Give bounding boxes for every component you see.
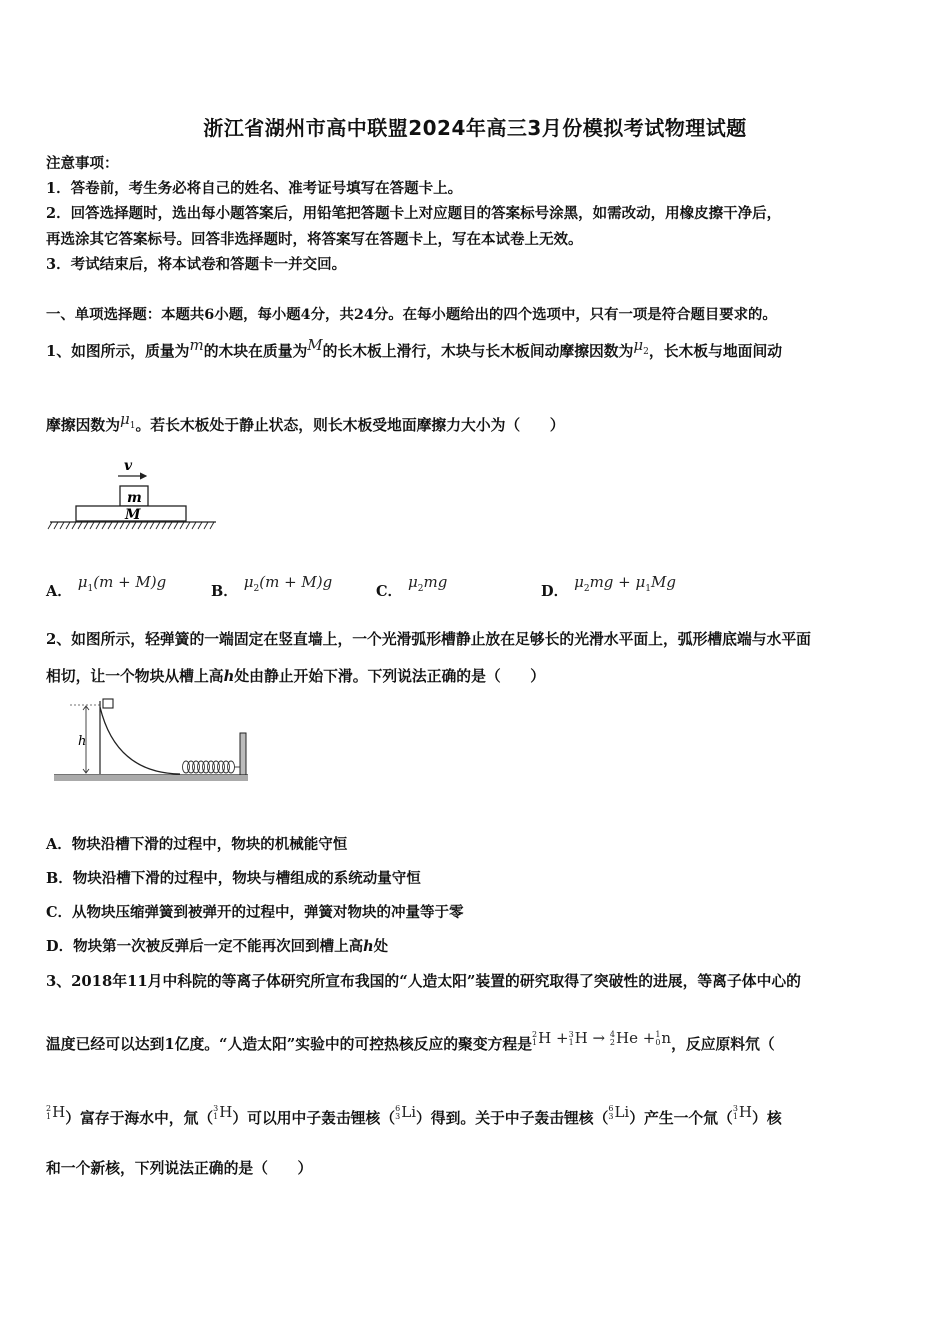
q3-line2: 温度已经可以达到1亿度。“人造太阳”实验中的可控热核反应的聚变方程是2 1H +3 1H → 4 2He +1 0n，反应原料氘（ [46,1029,775,1053]
q2-line1: 2、如图所示，轻弹簧的一端固定在竖直墙上，一个光滑弧形槽静止放在足够长的光滑水平面上，弧形槽底端与水平面 [46,631,811,648]
q2-option-d[interactable]: D．物块第一次被反弹后一定不能再次回到槽上高h处 [46,938,389,955]
q3-line3: 2 1H）富存于海水中，氚（3 1H）可以用中子轰击锂核（6 3Li）得到。关于中子轰击锂核（6 3Li）产生一个氚（3 1H）核 [46,1103,782,1127]
q1-text: 的木块在质量为 [203,343,308,360]
arc-groove [100,707,180,774]
q1-figure [46,455,221,535]
notice-item-3: 3．考试结束后，将本试卷和答题卡一并交回。 [46,256,347,273]
q1-var-mu2: $\mu_2$ [633,336,649,357]
q2-option-c[interactable]: C．从物块压缩弹簧到被弹开的过程中，弹簧对物块的冲量等于零 [46,904,464,921]
isotope-tritium: 3 1H [213,1103,233,1121]
q1-option-b[interactable]: B．$\mu_2(m + M)g$ [211,573,333,600]
q1-option-c[interactable]: C．$\mu_2mg$ [376,573,448,600]
vertical-wall [240,733,246,775]
section-heading: 一、单项选择题：本题共6小题，每小题4分，共24分。在每小题给出的四个选项中，只有一项是符合题目要求的。 [46,306,777,323]
q3-line1: 3、2018年11月中科院的等离子体研究所宣布我国的“人造太阳”装置的研究取得了突破性的进展，等离子体中心的 [46,973,801,990]
notice-heading: 注意事项： [46,155,119,172]
q1-text: 的长木板上滑行，木块与长木板间动摩擦因数为 [322,343,634,360]
fig1-label-M: M [125,507,141,523]
fig1-label-m: m [127,490,142,506]
isotope-lithium: 6 3Li [608,1103,630,1121]
floor-hatch [54,775,248,781]
isotope-tritium: 3 1H [732,1103,753,1121]
q1-text: ，长木板与地面间动 [648,343,783,360]
q1-text: 摩擦因数为 [46,417,120,434]
q1-line1 [46,336,783,363]
notice-item-1: 1．答卷前，考生务必将自己的姓名、准考证号填写在答题卡上。 [46,180,463,197]
notice-item-2-cont: 再选涂其它答案标号。回答非选择题时，将答案写在答题卡上，写在本试卷上无效。 [46,231,583,248]
q1-text: 。若长木板处于静止状态，则长木板受地面摩擦力大小为（ ） [135,417,565,434]
ground-hatch [48,522,214,529]
fig2-label-h: h [78,734,87,749]
q2-figure [50,697,255,789]
spring [183,761,235,773]
small-block [103,699,113,708]
q1-text: 1、如图所示，质量为 [46,343,190,360]
q1-option-d[interactable]: D．$\mu_2mg + \mu_1Mg$ [541,573,676,600]
q1-var-M: M [307,336,323,354]
fig1-label-v: v [124,458,133,474]
q1-var-m: m [189,336,204,354]
q3-line4: 和一个新核，下列说法正确的是（ ） [46,1160,313,1177]
page-title: 浙江省湖州市高中联盟2024年高三3月份模拟考试物理试题 [203,116,747,140]
q2-option-a[interactable]: A．物块沿槽下滑的过程中，物块的机械能守恒 [46,836,348,853]
q2-var-h: h [223,668,235,685]
q2-option-b[interactable]: B．物块沿槽下滑的过程中，物块与槽组成的系统动量守恒 [46,870,421,887]
notice-item-2: 2．回答选择题时，选出每小题答案后，用铅笔把答题卡上对应题目的答案标号涂黑，如需改动，用橡皮擦干净后， [46,205,782,222]
q2-line2: 相切，让一个物块从槽上高h处由静止开始下滑。下列说法正确的是（ ） [46,668,546,685]
q1-var-mu1: $\mu_1$ [120,410,136,431]
q1-line2 [46,410,565,437]
fusion-equation: 2 1H +3 1H → 4 2He +1 0n [532,1029,672,1047]
isotope-lithium: 6 3Li [395,1103,416,1121]
isotope-deuterium: 2 1H [46,1103,66,1121]
q1-option-a[interactable]: A．$\mu_1(m + M)g$ [46,573,167,600]
